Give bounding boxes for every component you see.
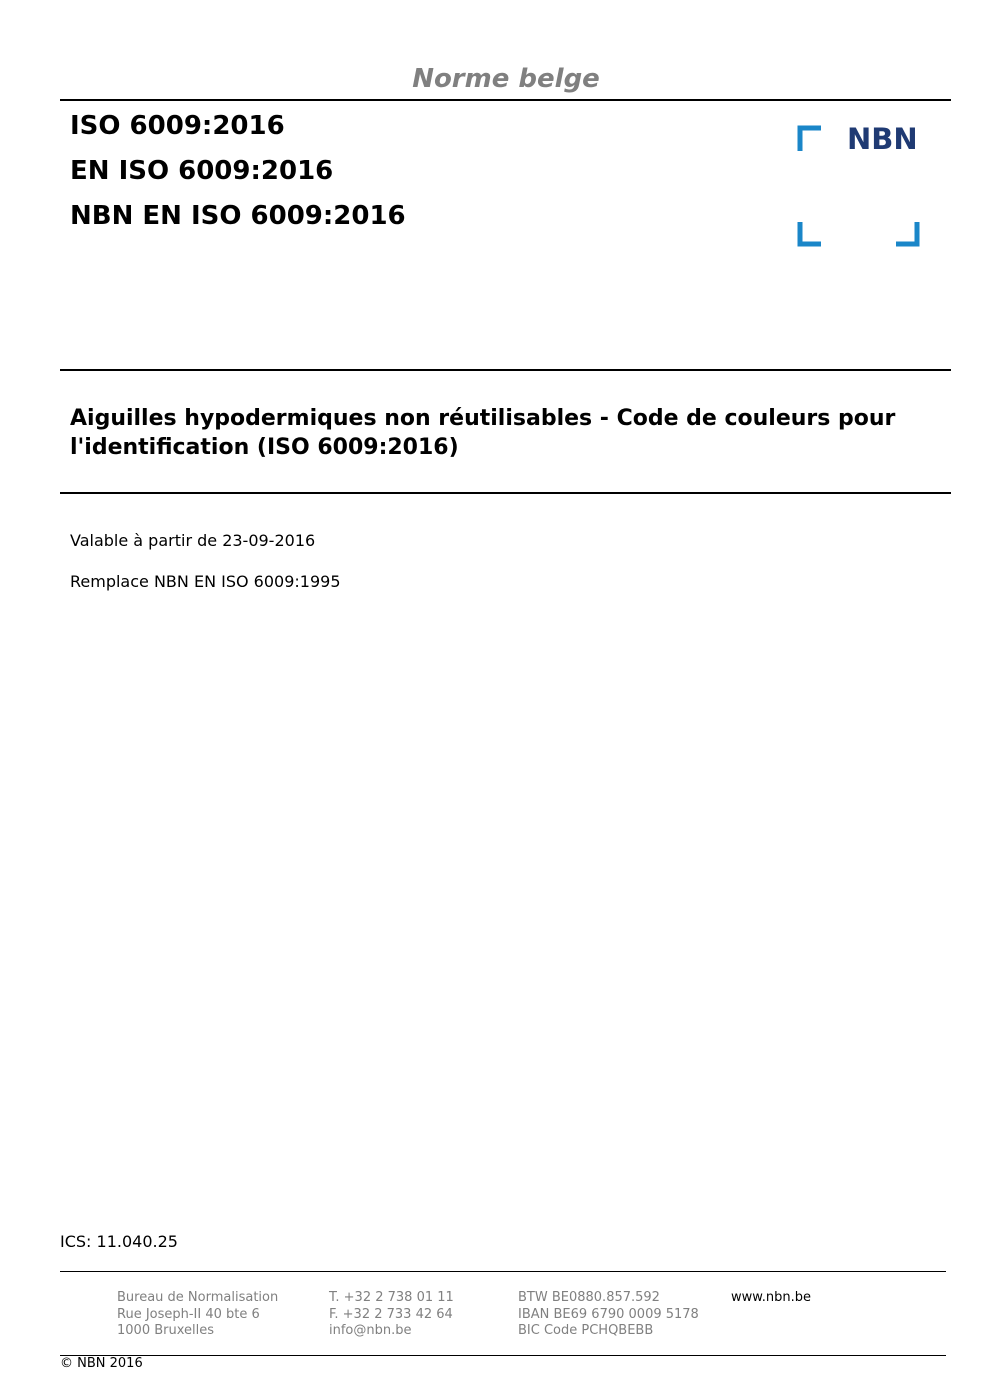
- footer-phone: T. +32 2 738 01 11: [329, 1290, 454, 1305]
- footer-address-line: Bureau de Normalisation: [117, 1290, 279, 1305]
- valid-from: Valable à partir de 23-09-2016: [70, 531, 316, 550]
- footer-email[interactable]: info@nbn.be: [329, 1323, 412, 1338]
- footer-address-line: 1000 Bruxelles: [117, 1323, 215, 1338]
- en-iso-code: EN ISO 6009:2016: [70, 156, 334, 186]
- title-top-divider: [60, 369, 951, 371]
- footer-address-line: Rue Joseph-II 40 bte 6: [117, 1306, 260, 1322]
- nbn-en-iso-code: NBN EN ISO 6009:2016: [70, 201, 406, 231]
- header-divider: [60, 99, 951, 101]
- footer-bank: [518, 1290, 699, 1340]
- footer-top-divider: [60, 1271, 946, 1272]
- logo-text: NBN: [847, 125, 918, 156]
- logo-bracket-top-left: [800, 128, 821, 151]
- copyright: © NBN 2016: [60, 1356, 143, 1371]
- nbn-logo: [797, 125, 922, 250]
- document-title: Aiguilles hypodermiques non réutilisables - Code de couleurs pour l'identification (ISO 6009:2016): [70, 406, 896, 460]
- standard-kind-label: Norme belge: [412, 64, 600, 94]
- replaces: Remplace NBN EN ISO 6009:1995: [70, 572, 341, 591]
- footer-contact: [329, 1290, 454, 1340]
- footer-website[interactable]: www.nbn.be: [731, 1290, 811, 1305]
- footer-address: [117, 1290, 278, 1340]
- ics-code: ICS: 11.040.25: [60, 1232, 178, 1251]
- iso-code: ISO 6009:2016: [70, 111, 285, 141]
- logo-bracket-bottom-right: [896, 222, 917, 244]
- title-bottom-divider: [60, 492, 951, 494]
- logo-bracket-bottom-left: [800, 222, 821, 244]
- footer-fax: F. +32 2 733 42 64: [329, 1306, 453, 1322]
- footer-bottom-divider: [60, 1355, 946, 1356]
- footer-vat: BTW BE0880.857.592: [518, 1290, 660, 1305]
- footer-iban: IBAN BE69 6790 0009 5178: [518, 1306, 699, 1322]
- footer-bic: BIC Code PCHQBEBB: [518, 1323, 654, 1338]
